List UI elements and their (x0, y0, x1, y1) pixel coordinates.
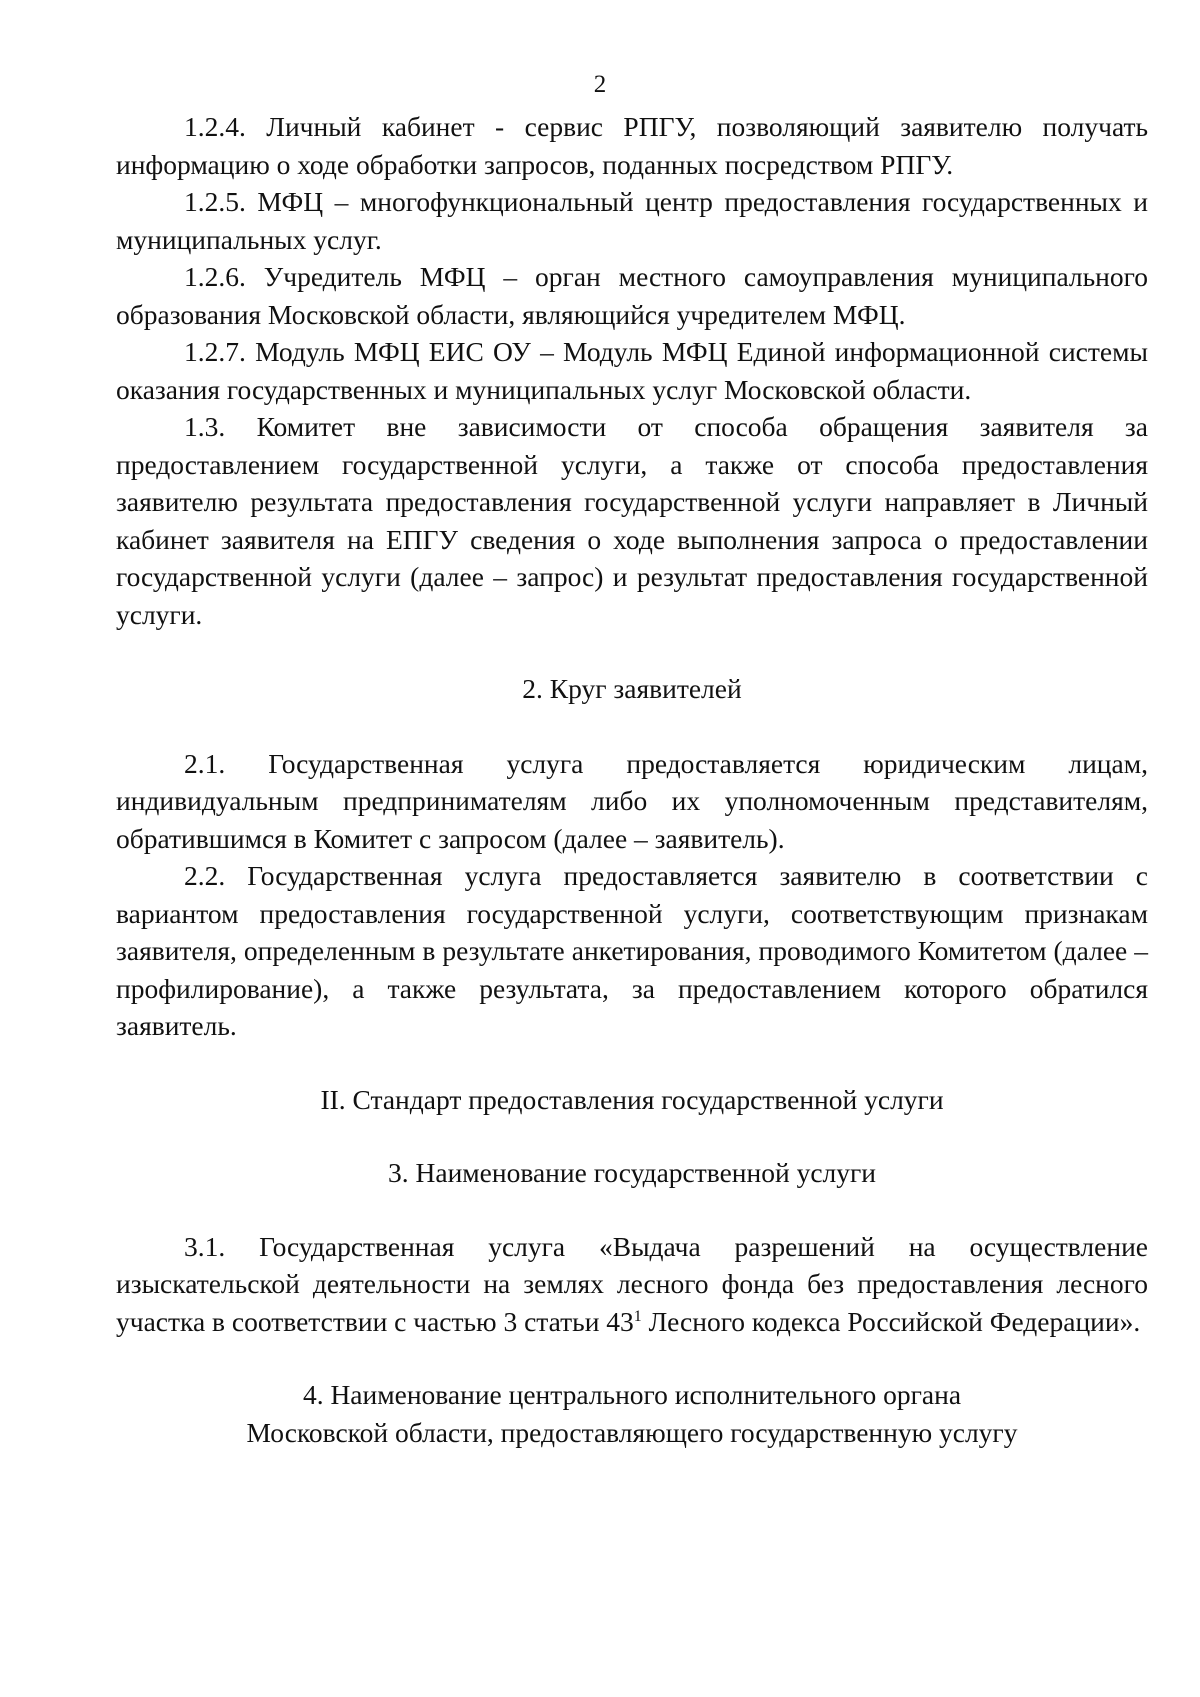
paragraph-2-1: 2.1. Государственная услуга предоставляется юридическим лицам, индивидуальным предпринимателям либо их уполномоченным представителям, обратившимся в Комитет с запросом (далее – заявитель). (116, 747, 1148, 854)
chapter-heading-standard: II. Стандарт предоставления государственной услуги (320, 1083, 944, 1115)
paragraph-1-2-7: 1.2.7. Модуль МФЦ ЕИС ОУ – Модуль МФЦ Единой информационной системы оказания государственных и муниципальных услуг Московской области. (116, 336, 1148, 405)
section-heading-service-name: 3. Наименование государственной услуги (388, 1157, 876, 1188)
paragraph-2-2: 2.2. Государственная услуга предоставляется заявителю в соответствии с вариантом предоставления государственной услуги, соответствующим признакам заявителя, определенным в результате анкетирования, проводимого Комитетом (далее – профилирование), а также результата, за предоставлением которого обратился заявитель. (116, 860, 1148, 1041)
paragraph-3-1-text-end: Лесного кодекса Российской Федерации». (641, 1305, 1141, 1337)
paragraph-1-2-5: 1.2.5. МФЦ – многофункциональный центр предоставления государственных и муниципальных услуг. (116, 186, 1148, 255)
paragraph-3-1 (116, 1228, 1148, 1341)
document-body (116, 108, 1148, 1451)
section-heading-authority-line-1: 4. Наименование центрального исполнительного органа (302, 1379, 962, 1410)
paragraph-3-1-text-start: 3.1. Государственная услуга «Выдача разрешений на осуществление изыскательской деятельности на землях лесного фонда без предоставления лесного участка в соответствии с частью 3 статьи 43 (116, 1230, 1148, 1337)
superscript-1: 1 (633, 1307, 642, 1325)
paragraph-1-3: 1.3. Комитет вне зависимости от способа обращения заявителя за предоставлением государственной услуги, а также от способа предоставления заявителю результата предоставления государственной услуги направляет в Личный кабинет заявителя на ЕПГУ сведения о ходе выполнения запроса о предоставлении государственной услуги (далее – запрос) и результат предоставления государственной услуги. (116, 411, 1148, 630)
paragraph-1-2-4: 1.2.4. Личный кабинет - сервис РПГУ, позволяющий заявителю получать информацию о ходе обработки запросов, поданных посредством РПГУ. (116, 111, 1148, 180)
paragraph-1-2-6: 1.2.6. Учредитель МФЦ – орган местного самоуправления муниципального образования Московской области, являющийся учредителем МФЦ. (116, 261, 1148, 330)
section-heading-applicants: 2. Круг заявителей (522, 673, 742, 704)
section-heading-authority-line-2: Московской области, предоставляющего государственную услугу (246, 1416, 1018, 1448)
page-number: 2 (593, 71, 607, 98)
